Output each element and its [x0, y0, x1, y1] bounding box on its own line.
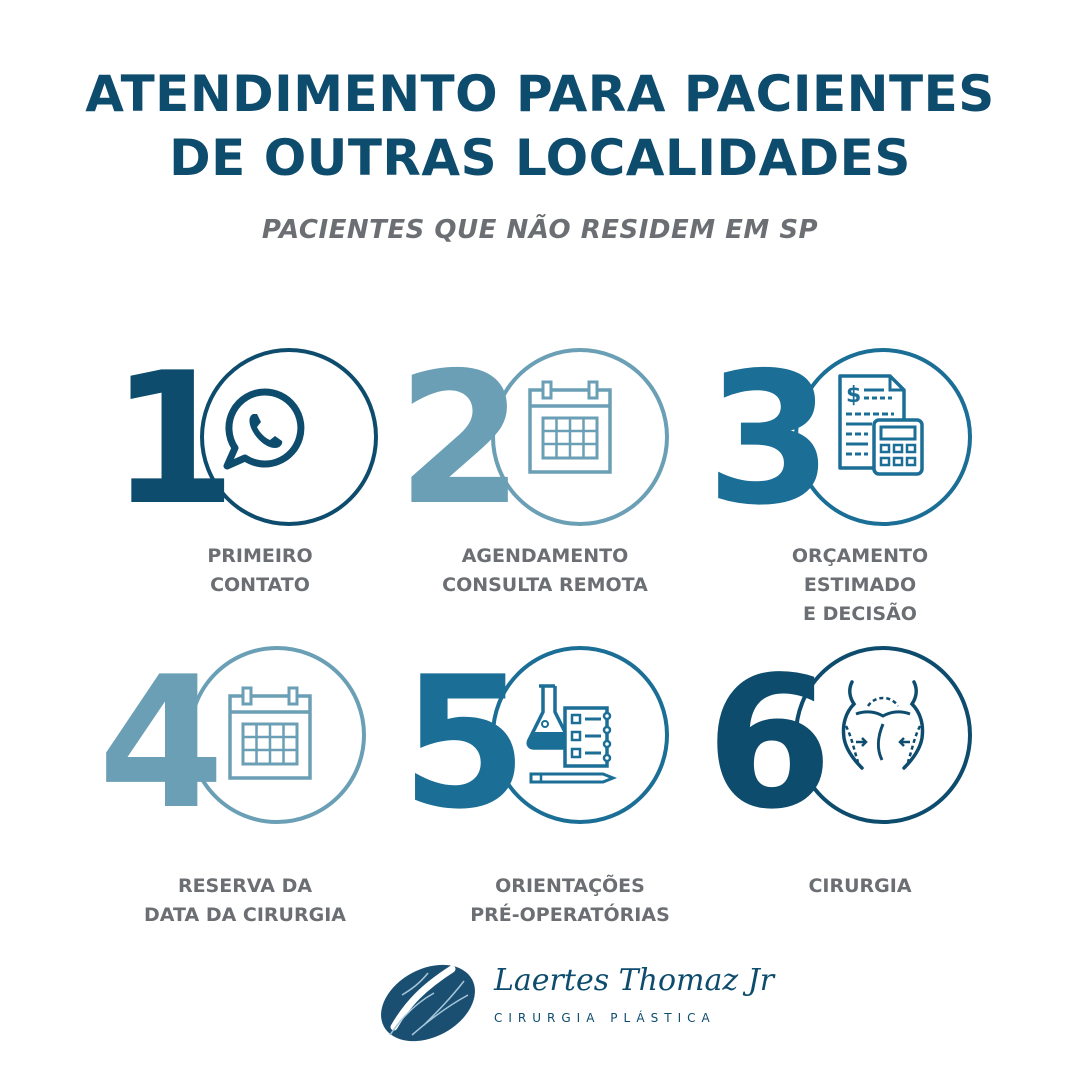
page-subtitle: PACIENTES QUE NÃO RESIDEM EM SP — [261, 215, 819, 245]
step-3-number: 3 — [706, 333, 833, 545]
brand-logo — [372, 955, 775, 1045]
step-1-number: 1 — [110, 333, 237, 545]
step-1-label: PRIMEIRO CONTATO — [207, 545, 313, 596]
step-3 — [706, 318, 1010, 578]
invoice-calculator-icon — [832, 372, 927, 477]
lab-checklist-icon — [525, 680, 625, 785]
logo-tagline: CIRURGIA PLÁSTICA — [494, 1011, 716, 1025]
page-title — [0, 62, 1080, 190]
calendar-icon — [525, 378, 615, 478]
step-4-number: 4 — [98, 637, 225, 849]
step-5-number: 5 — [401, 637, 528, 849]
step-5-label: ORIENTAÇÕES PRÉ-OPERATÓRIAS — [470, 875, 670, 926]
title-line-1: ATENDIMENTO PARA PACIENTES — [85, 65, 995, 123]
logo-emblem-icon — [372, 955, 487, 1045]
step-4-label: RESERVA DA DATA DA CIRURGIA — [144, 875, 346, 926]
step-2-label: AGENDAMENTO CONSULTA REMOTA — [442, 545, 648, 596]
logo-name: Laertes Thomaz Jr — [494, 963, 775, 998]
step-4 — [100, 620, 400, 880]
step-3-label: ORÇAMENTO ESTIMADO E DECISÃO — [791, 545, 929, 625]
step-6-number: 6 — [706, 637, 833, 849]
body-contour-icon — [838, 676, 928, 786]
whatsapp-icon — [215, 380, 315, 480]
step-2-number: 2 — [397, 333, 524, 545]
step-1 — [110, 318, 410, 578]
svg-text:$: $ — [846, 383, 862, 408]
step-6 — [706, 620, 1010, 880]
title-line-2: DE OUTRAS LOCALIDADES — [169, 129, 911, 187]
step-5 — [401, 620, 705, 880]
step-2 — [397, 318, 705, 578]
step-6-label: CIRURGIA — [808, 875, 912, 897]
calendar-icon — [225, 684, 315, 784]
